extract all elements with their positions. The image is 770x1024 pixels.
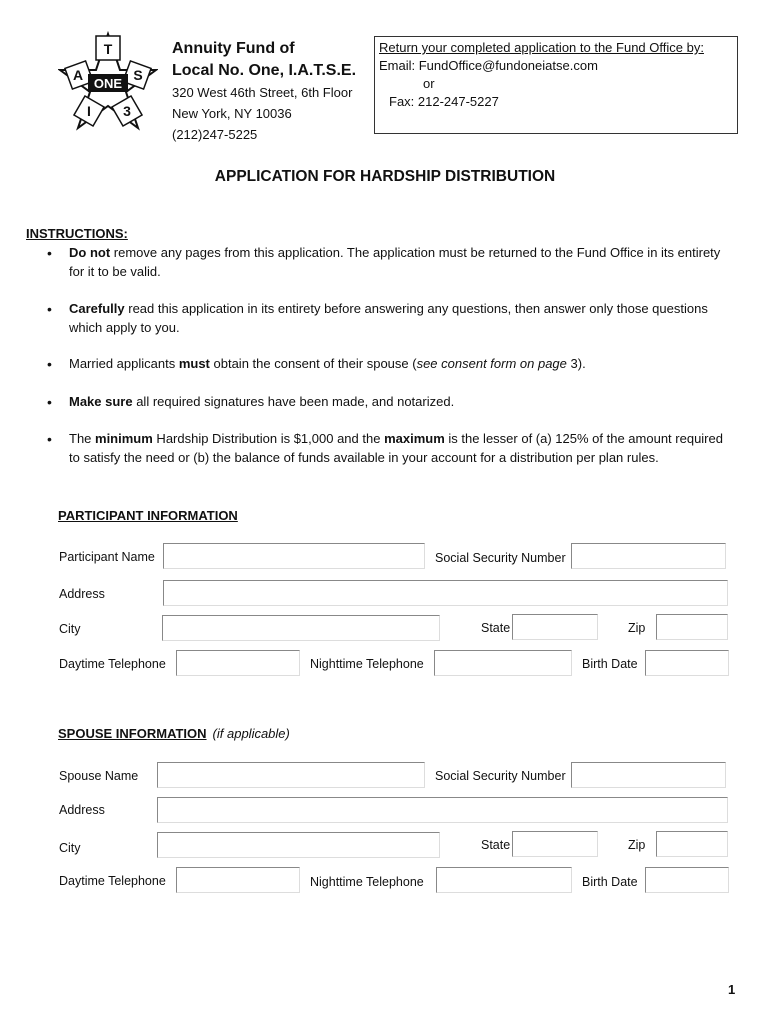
participant-zip-label: Zip (628, 621, 646, 635)
participant-zip-field[interactable] (656, 614, 728, 640)
logo-text: ONE (93, 76, 123, 91)
participant-address-label: Address (59, 587, 105, 601)
spouse-night-phone-field[interactable] (436, 867, 572, 893)
instruction-5-mid: Hardship Distribution is $1,000 and the (152, 431, 385, 446)
participant-address-field[interactable] (163, 580, 728, 606)
return-or: or (423, 76, 435, 91)
spouse-night-phone-label: Nighttime Telephone (310, 875, 424, 889)
instruction-3-end: 3). (566, 356, 586, 371)
spouse-section-heading (58, 726, 290, 741)
participant-name-label: Participant Name (59, 550, 155, 564)
instructions-heading: INSTRUCTIONS: (26, 226, 128, 241)
participant-birth-date-label: Birth Date (582, 657, 638, 671)
participant-name-field[interactable] (163, 543, 425, 569)
instruction-3-italic: see consent form on page (416, 356, 567, 371)
page-number: 1 (728, 982, 736, 997)
spouse-zip-field[interactable] (656, 831, 728, 857)
instruction-5-bold1: minimum (95, 431, 153, 446)
spouse-name-field[interactable] (157, 762, 425, 788)
instruction-item-5 (69, 430, 737, 467)
logo-letter-s: S (133, 67, 143, 83)
return-fax: Fax: 212-247-5227 (389, 94, 499, 109)
participant-section-heading (58, 508, 238, 523)
participant-city-field[interactable] (162, 615, 440, 641)
participant-night-phone-field[interactable] (434, 650, 572, 676)
spouse-heading-note: (if applicable) (212, 726, 290, 741)
participant-night-phone-label: Nighttime Telephone (310, 657, 424, 671)
spouse-birth-date-label: Birth Date (582, 875, 638, 889)
logo-letter-t: T (103, 41, 113, 57)
logo-letter-a: A (72, 67, 84, 83)
instruction-item-1 (69, 244, 737, 281)
spouse-state-label: State (481, 838, 511, 852)
participant-state-label: State (481, 621, 511, 635)
org-address (172, 82, 352, 145)
logo-letter-3: 3 (123, 103, 131, 119)
return-heading: Return your completed application to the Fund Office by: (379, 40, 704, 55)
participant-birth-date-field[interactable] (645, 650, 729, 676)
participant-ssn-field[interactable] (571, 543, 726, 569)
spouse-address-field[interactable] (157, 797, 728, 823)
instruction-1-bold: Do not (69, 245, 111, 260)
instruction-5-pre: The (69, 431, 96, 446)
spouse-day-phone-field[interactable] (176, 867, 300, 893)
participant-day-phone-field[interactable] (176, 650, 300, 676)
instruction-2-text: read this application in its entirety before answering any questions, then answer only those questions which apply to you. (69, 301, 708, 335)
spouse-name-label: Spouse Name (59, 769, 139, 783)
org-name-line2: Local No. One, I.A.T.S.E. (172, 62, 357, 79)
instruction-item-3 (69, 355, 737, 374)
instruction-4-bold: Make sure (69, 394, 133, 409)
return-instructions-box (374, 36, 738, 134)
participant-city-label: City (59, 622, 81, 636)
org-phone: (212)247-5225 (172, 127, 258, 142)
spouse-zip-label: Zip (628, 838, 646, 852)
spouse-day-phone-label: Daytime Telephone (59, 874, 166, 888)
instruction-4-text: all required signatures have been made, and notarized. (132, 394, 455, 409)
org-name-line1: Annuity Fund of (172, 40, 295, 57)
spouse-birth-date-field[interactable] (645, 867, 729, 893)
instruction-2-bold: Carefully (69, 301, 125, 316)
org-name (172, 38, 356, 82)
spouse-heading-label: SPOUSE INFORMATION (58, 726, 207, 741)
form-title: APPLICATION FOR HARDSHIP DISTRIBUTION (214, 168, 556, 185)
instruction-5-text: is the lesser of (a) 125% of the amount required to satisfy the need or (b) the balance of funds available in your account for a distribution per plan rules. (69, 431, 723, 465)
instruction-3-bold: must (178, 356, 210, 371)
address-line2: New York, NY 10036 (172, 106, 292, 121)
iatse-logo (58, 30, 158, 140)
participant-day-phone-label: Daytime Telephone (59, 657, 166, 671)
address-line1: 320 West 46th Street, 6th Floor (172, 85, 353, 100)
spouse-address-label: Address (59, 803, 105, 817)
instruction-5-bold2: maximum (384, 431, 445, 446)
instruction-item-4 (69, 393, 737, 412)
return-email[interactable]: Email: FundOffice@fundoneiatse.com (379, 58, 598, 73)
spouse-city-label: City (59, 841, 81, 855)
instruction-3-pre: Married applicants (69, 356, 179, 371)
spouse-city-field[interactable] (157, 832, 440, 858)
spouse-ssn-label: Social Security Number (435, 769, 566, 783)
instruction-3-mid: obtain the consent of their spouse ( (209, 356, 417, 371)
instruction-item-2 (69, 300, 737, 337)
participant-state-field[interactable] (512, 614, 598, 640)
logo-letter-i: I (87, 103, 91, 119)
participant-heading-label: PARTICIPANT INFORMATION (58, 508, 238, 523)
participant-ssn-label: Social Security Number (435, 551, 566, 565)
spouse-ssn-field[interactable] (571, 762, 726, 788)
instruction-1-text: remove any pages from this application. The application must be returned to the Fund Office in its entirety for it to be valid. (69, 245, 721, 279)
spouse-state-field[interactable] (512, 831, 598, 857)
